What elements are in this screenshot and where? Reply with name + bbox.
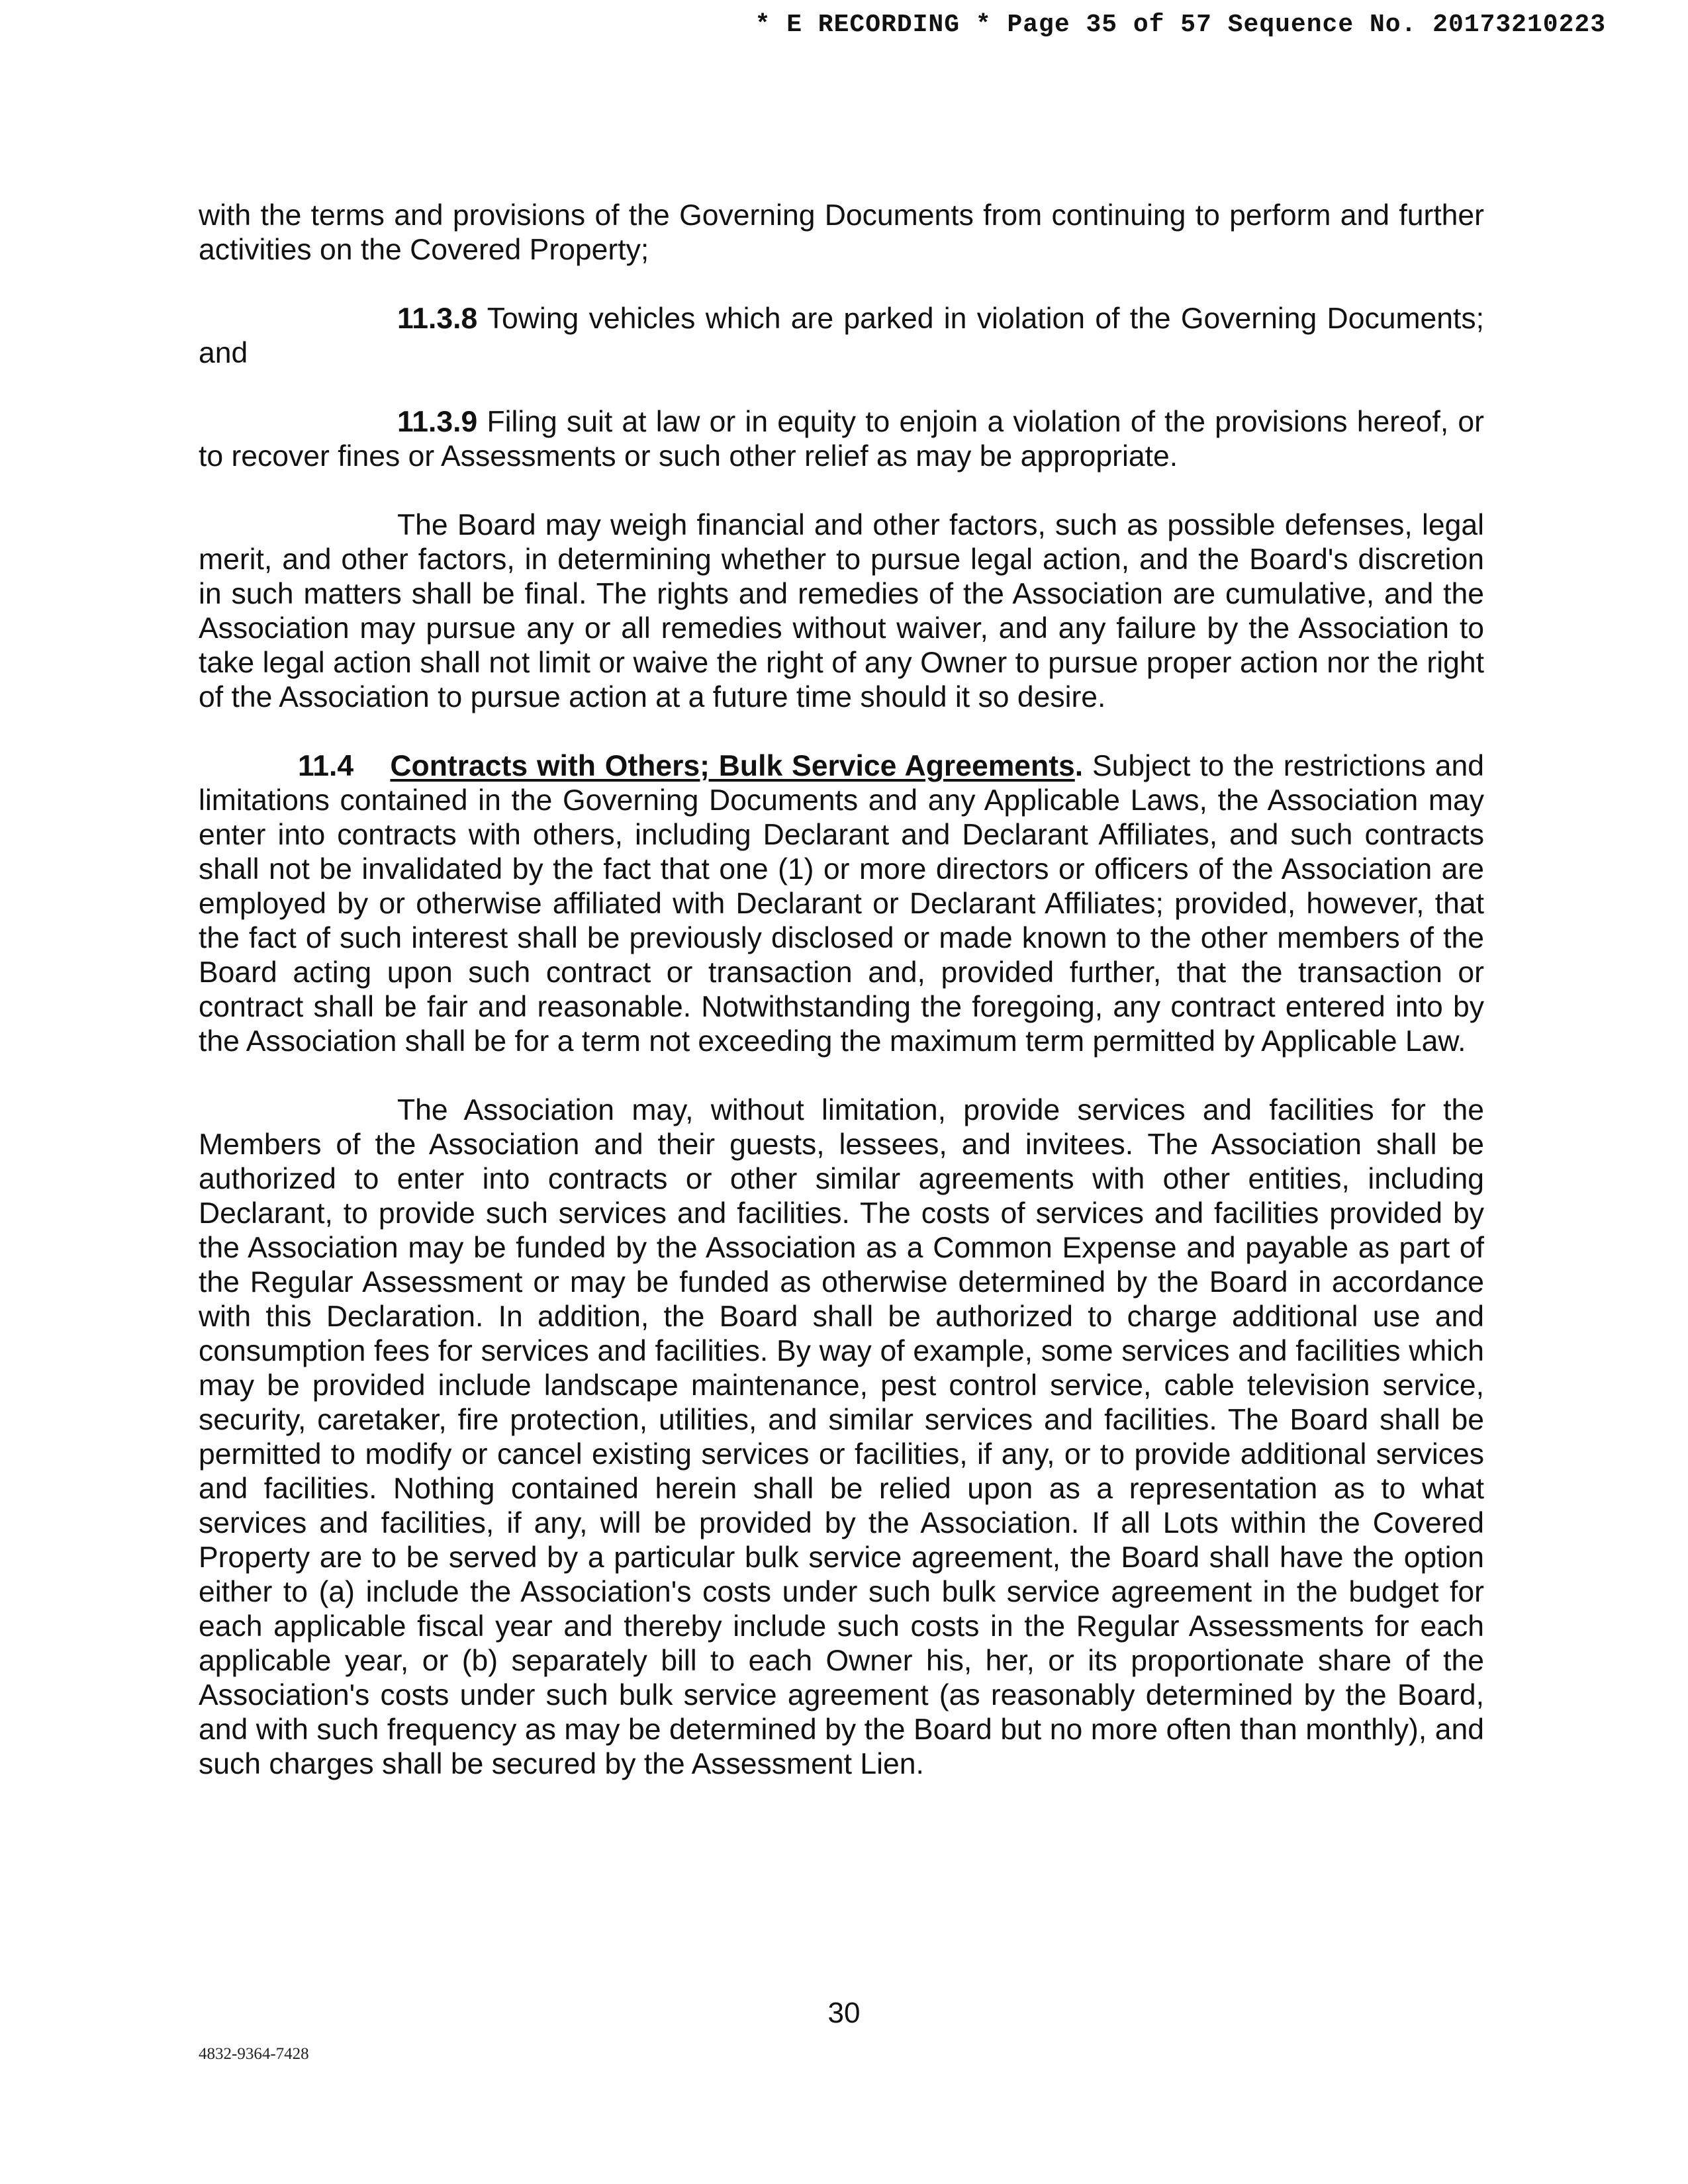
paragraph-text: The Association may, without limitation, provide services and facilities for the Members of the Association and their guests, lessees, and invitees. The Association shall be authorized to enter into contracts or other similar agreements with other entities, including Declarant, to provide such services and facilities. The costs of services and facilities provided by the Association may be funded by the Association as a Common Expense and payable as part of the Regular Assessment or may be funded as otherwise determined by the Board in accordance with this Declaration. In addition, the Board shall be authorized to charge additional use and consumption fees for services and facilities. By way of example, some services and facilities which may be provided include landscape maintenance, pest control service, cable television service, security, caretaker, fire protection, utilities, and similar services and facilities. The Board shall be permitted to modify or cancel existing services or facilities, if any, or to provide additional services and facilities. Nothing contained herein shall be relied upon as a representation as to what services and facilities, if any, will be provided by the Association. If all Lots within the Covered Property are to be served by a particular bulk service agreement, the Board shall have the option either to (a) include the Association's costs under such bulk service agreement in the budget for each applicable fiscal year and thereby include such costs in the Regular Assessments for each applicable year, or (b) separately bill to each Owner his, her, or its proportionate share of the Association's costs under such bulk service agreement (as reasonably determined by the Board, and with such frequency as may be determined by the Board but no more often than monthly), and such charges shall be secured by the Assessment Lien.: [199, 1094, 1484, 1780]
paragraph-text: with the terms and provisions of the Governing Documents from continuing to perform and further activities on the Covered Property;: [199, 199, 1484, 266]
section-number: 11.3.9: [397, 406, 478, 438]
section-11-3-8: [199, 302, 1484, 371]
section-number: 11.4: [298, 750, 354, 782]
section-heading: Contracts with Others; Bulk Service Agreements: [390, 750, 1075, 782]
section-11-3-9: [199, 405, 1484, 474]
section-11-4: [199, 749, 1484, 1059]
document-id: 4832-9364-7428: [199, 2045, 309, 2063]
document-body: [199, 199, 1484, 1816]
section-heading-end: .: [1074, 750, 1084, 782]
section-text: Subject to the restrictions and limitations contained in the Governing Documents and any Applicable Laws, the Association may enter into contracts with others, including Declarant and Declarant Affiliates, and such contracts shall not be invalidated by the fact that one (1) or more directors or officers of the Association are employed by or otherwise affiliated with Declarant or Declarant Affiliates; provided, however, that the fact of such interest shall be previously disclosed or made known to the other members of the Board acting upon such contract or transaction and, provided further, that the transaction or contract shall be fair and reasonable. Notwithstanding the foregoing, any contract entered into by the Association shall be for a term not exceeding the maximum term permitted by Applicable Law.: [199, 750, 1484, 1058]
paragraph-continuation: [199, 199, 1484, 267]
paragraph-board-discretion: [199, 508, 1484, 715]
paragraph-text: The Board may weigh financial and other factors, such as possible defenses, legal merit, and other factors, in determining whether to pursue legal action, and the Board's discretion in such matters shall be final. The rights and remedies of the Association are cumulative, and the Association may pursue any or all remedies without waiver, and any failure by the Association to take legal action shall not limit or waive the right of any Owner to pursue proper action nor the right of the Association to pursue action at a future time should it so desire.: [199, 509, 1484, 713]
recording-stamp: * E RECORDING * Page 35 of 57 Sequence No. 20173210223: [755, 11, 1606, 39]
section-text: Towing vehicles which are parked in violation of the Governing Documents; and: [199, 302, 1484, 369]
page-number: 30: [827, 1997, 861, 2029]
section-text: Filing suit at law or in equity to enjoin a violation of the provisions hereof, or to recover fines or Assessments or such other relief as may be appropriate.: [199, 406, 1484, 473]
paragraph-services-facilities: [199, 1093, 1484, 1782]
section-number: 11.3.8: [397, 302, 478, 335]
